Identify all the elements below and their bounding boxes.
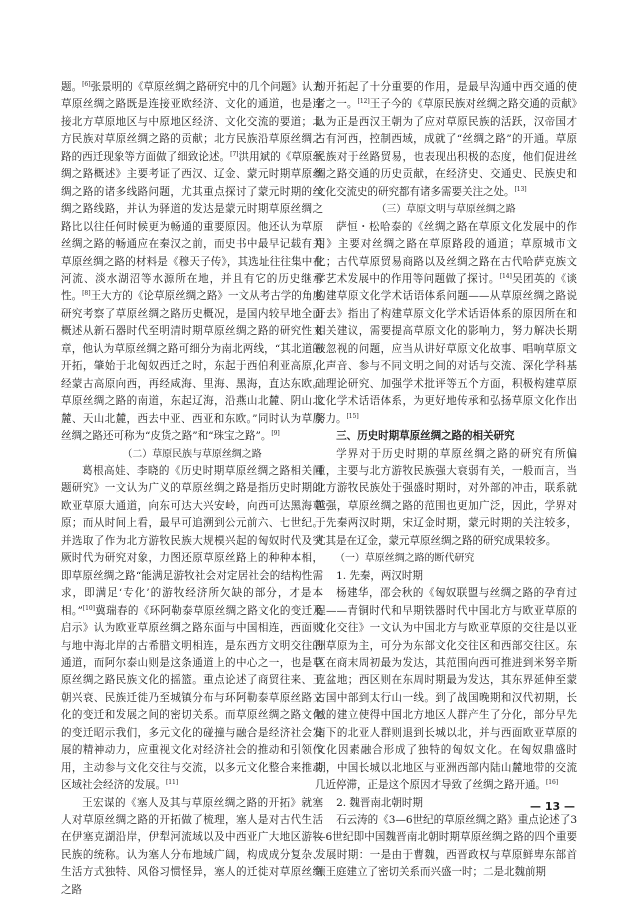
page-number: — 13 — (530, 800, 575, 813)
right-column (315, 79, 577, 882)
paragraph: 学界对于历史时期的草原丝绸之路的研究有所偏重，主要与北方游牧民族强大衰弱有关，一般而言，当北方游牧民族处于强盛时期时，对外部的冲击，联系就越强，草原丝绸之路的范围也更加广泛，因此，学界对于先秦两汉时期，宋辽金时期，蒙元时期的关注较多，尤其是在辽金，蒙元草原丝绸之路的研究成果较多。 (315, 447, 577, 547)
section-heading: （三）草原文明与草原丝绸之路 (376, 204, 516, 216)
paragraph: 王宏谋的《塞人及其与草原丝绸之路的开拓》就塞人对草原丝绸之路的开拓做了梳理，塞人是对古代生活在伊塞克湖沿岸，伊犁河流域以及中西亚广大地区游牧民族的统称。认为塞人分布地域广阔，构成成分复杂、生活方式独特、风俗习惯怪异，塞人的迁徙对草原丝绸之路 (61, 796, 323, 896)
left-column (61, 79, 323, 899)
paragraph: 杨建华，邵会秋的《匈奴联盟与丝绸之路的孕育过程——青铜时代和早期铁器时代中国北方与欧亚草原的文化交往》一文认为中国北方与欧亚草原的交往是以亚洲草原为主，可分为东部文化交往区和西部交往区。东区在商末周初最为发达，其范围向西可推进到米努辛斯克盆地；西区则在东周时期最为发达，其东界延伸至蒙古国中部到太行山一线。到了战国晚期和汉代初期，长城的建立使得中国北方地区人群产生了分化，部分早先南下的北亚人群则退到长城以北，并与西面欧亚草原的文化因素融合形成了独特的匈奴文化。在匈奴鼎盛时期，中国长城以北地区与亚洲西部内陆山麓地带的交流几近停滞，正是这个原因才导致了丝绸之路开通。[16] (315, 587, 577, 792)
paragraph: 题。[6]张景明的《草原丝绸之路研究中的几个问题》认为草原丝绸之路既是连接亚欧经济、文化的通道，也是连接北方草原地区与中原地区经济、文化交流的要道；北方民族对草原丝绸之路的贡献；北方民族沿草原丝绸之路的西迁现象等方面做了细致论述。[7]洪用斌的《草原丝绸之路概述》主要考证了西汉、辽金、蒙元时期草原丝绸之路的诸多线路问题，尤其重点探讨了蒙元时期的丝绸之路线路，并认为驿道的发达是蒙元时期草原丝绸之路比以往任何时候更为畅通的重要原因。他还认为草原丝绸之路的畅通应在秦汉之前，而史书中最早记载有关草原丝绸之路的材料是《穆天子传》，其选址往往集中在河流、淡水湖沼等水源所在地，并且有它的历史继承性。[8]王大方的《论草原丝绸之路》一文从考古学的角度研究考察了草原丝绸之路历史概况，是国内较早地全面概述从新石器时代至明清时期草原丝绸之路的研究性文章，他认为草原丝绸之路可细分为南北两线，“其北道的开拓，肇始于北匈奴西迁之时，东起于西伯利亚高原，经蒙古高原向西，再经咸海、里海、黑海，直达东欧。草原丝绸之路的南道，东起辽海，沿燕山北麓、阴山北麓、天山北麓，西去中亚、西亚和东欧。”同时认为草原丝绸之路还可称为“皮货之路”和“珠宝之路”。[9] (61, 81, 323, 443)
subsection-heading: 2. 魏晋南北朝时期 (336, 796, 423, 809)
paragraph: 葛根高娃、李晓的《历史时期草原丝绸之路相关问题研究》一文认为广义的草原丝绸之路是指历史时期的欧亚草原大通道，向东可达大兴安岭，向西可达黑海草原；而从时间上看，最早可追溯到公元前六、七世纪。并选取了作为北方游牧民族大规模兴起的匈奴时代及突厥时代为研究对象，力图还原草原丝路上的种种本相，即草原丝绸之路“能满足游牧社会对定居社会的结构性需求，即满足‘专化’的游牧经济所欠缺的部分，才是本相。”[10]冀瑞春的《环阿勒泰草原丝绸之路文化的变迁及启示》认为欧亚草原丝绸之路东面与中国相连，西面则与地中海北岸的古希腊文明相连，是东西方文明交往的通道，而阿尔泰山则是这条通道上的中心之一，也是草原丝绸之路民族文化的摇篮。重点论述了商贸往来、王朝兴衰、民族迁徙乃至城镇分布与环阿勒泰草原丝路文化的变迁和发展之间的密切关系。而草原丝绸之路文化的变迁昭示我们，多元文化的碰撞与融合是经济社会发展的精神动力，应重视文化对经济社会的推动和引领作用，主动参与文化交往与交流，以多元文化整合来推动区域社会经济的发展。[11] (61, 464, 324, 792)
subsection-heading: 1. 先秦，两汉时期 (336, 569, 423, 582)
paragraph: 石云涛的《3—6世纪的草原丝绸之路》重点论述了3—6世纪即中国魏晋南北朝时期草原丝绸之路的四个重要发展时期：一是由于曹魏，西晋政权与草原鲜卑东部首领王庭建立了密切关系而兴盛一时；二是北魏前期 (315, 814, 577, 879)
paragraph: 萨恒・松哈泰的《丝绸之路在草原文化发展中的作用》主要对丝绸之路在草原路段的通道；草原城市文化；古代草原贸易商路以及丝绸之路在古代哈萨克族文学艺术发展中的作用等问题做了探讨。[14]吴团英的《谈构建草原文化学术话语体系问题——从草原丝绸之路说开去》指出了构建草原文化学术话语体系的原因所在和相关建议，需要提高草原文化的影响力，努力解决长期被忽视的问题，应当从讲好草原文化故事、唱响草原文化声音、参与不同文明之间的对话与交流、深化学科基础理论研究、加强学术批评等五个方面，积极构建草原文化学术话语体系，为更好地传承和弘扬草原文化作出努力。[15] (315, 220, 577, 425)
paragraph: 的开拓起了十分重要的作用，是最早沟通中西交通的使者之一。[12]王子今的《草原民族对丝绸之路交通的贡献》认为正是西汉王朝为了应对草原民族的活跃，汉帝国才占有河西，控制西域，成就了“丝绸之路”的开通。草原民族对于丝路贸易，也表现出积极的态度，他们促进丝绸之路交通的历史贡献，在经济史、交通史、民族史和文化交流史的研究都有诸多需要关注之处。[13] (315, 81, 577, 198)
section-heading: （二）草原民族与草原丝绸之路 (122, 448, 262, 460)
chapter-heading: 三、历史时期草原丝绸之路的相关研究 (336, 430, 515, 443)
section-heading: （一）草原丝绸之路的断代研究 (335, 553, 475, 565)
